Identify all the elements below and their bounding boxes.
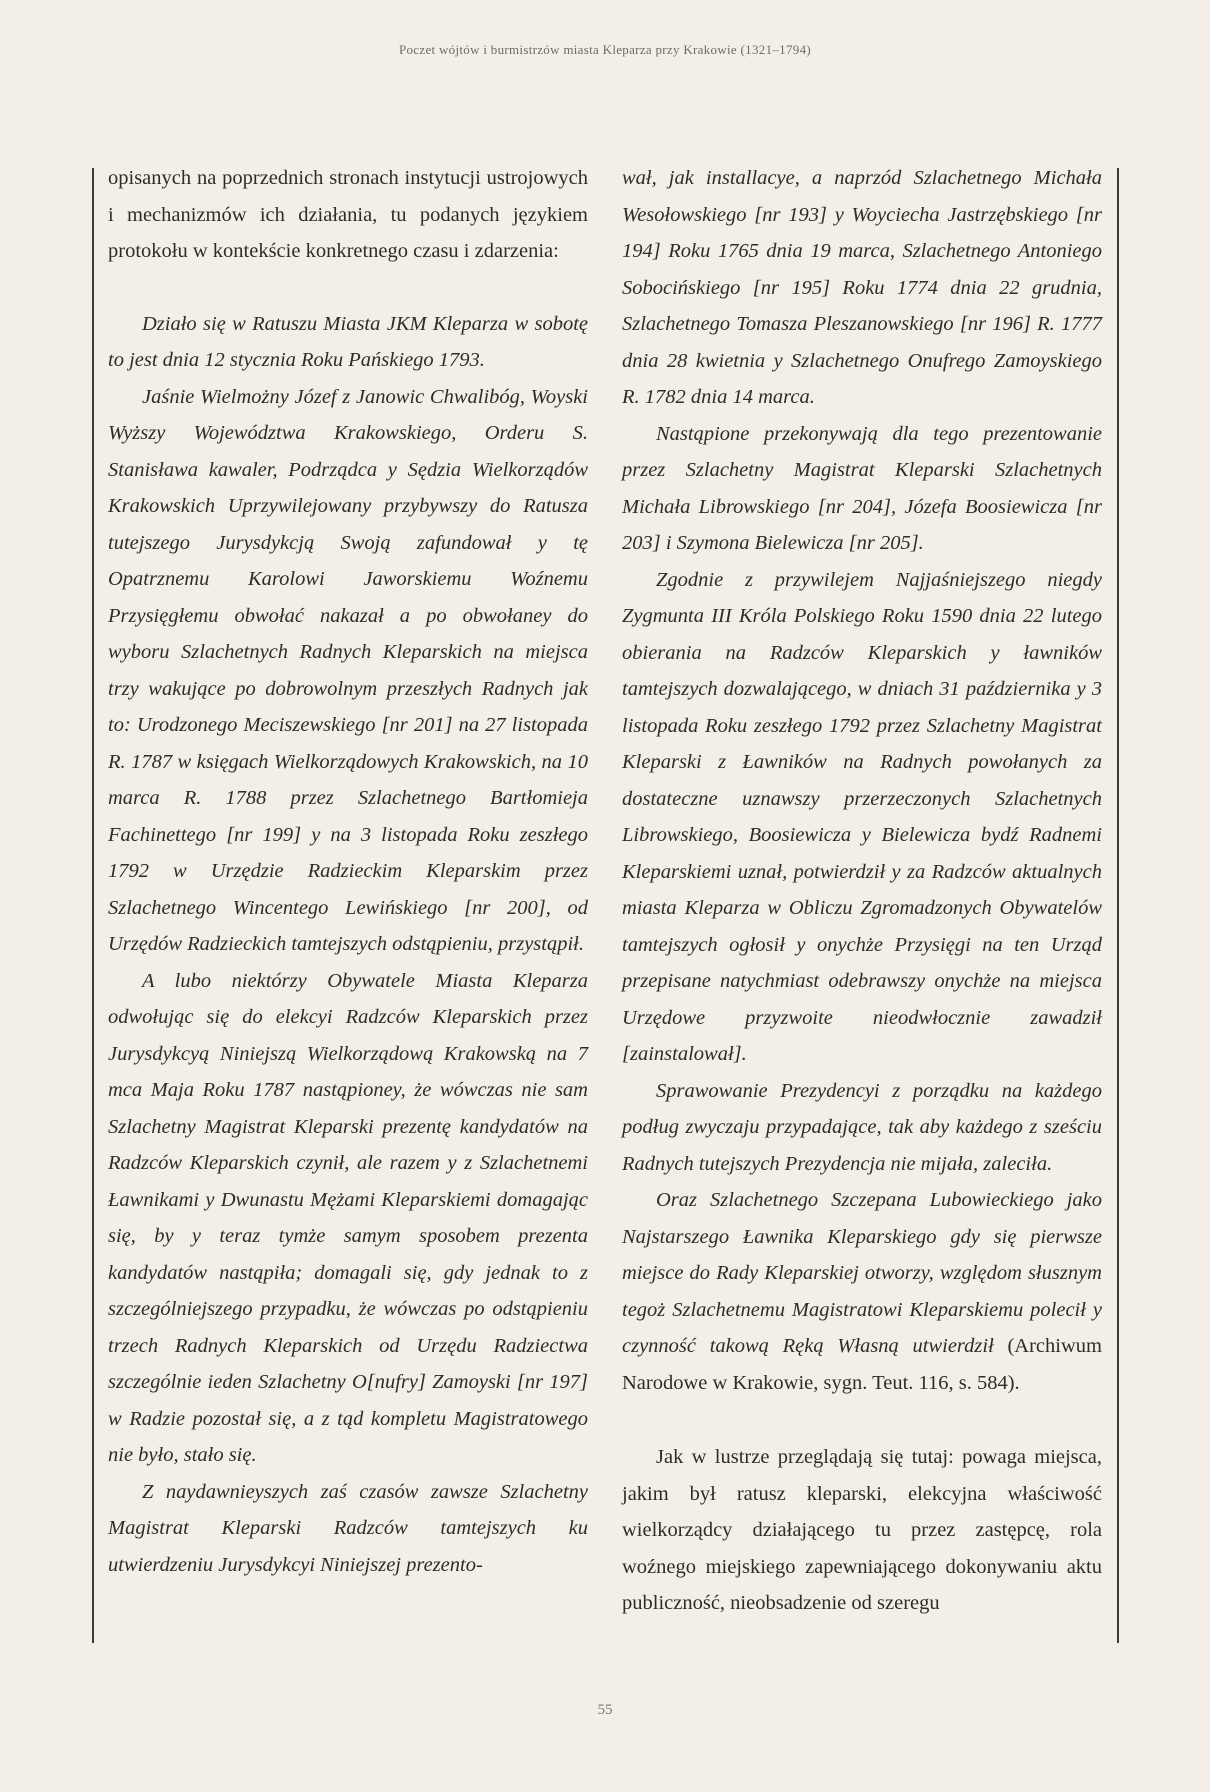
- paragraph-quote-nastapione: Nastąpione przekonywają dla tego prezentowanie przez Szlachetny Magistrat Kleparski Szlachetnych Michała Librowskiego [nr 204], Józefa Boosiewicza [nr 203] i Szymona Bielewicza [nr 205].: [622, 422, 1102, 554]
- archive-citation: (Archiwum Narodowe w Krakowie, sygn. Teut. 116, s. 584).: [622, 1335, 1102, 1394]
- paragraph-intro: opisanych na poprzednich stronach instytucji ustrojowych i mechanizmów ich działania, tu podanych językiem protokołu w kontekście konkretnego czasu i zdarzenia:: [108, 167, 588, 262]
- paragraph-quote-oraz: [622, 1182, 1102, 1401]
- right-margin-rule: [1117, 168, 1119, 1643]
- quote-oraz-text: Oraz Szlachetnego Szczepana Lubowieckiego jako Najstarszego Ławnika Kleparskiego gdy się pierwsze miejsce do Rady Kleparskiej otworzy, względom słusznym tegoż Szlachetnemu Magistratowi Kleparskiemu polecił y czynność takową Ręką Własną utwierdził: [622, 1189, 1102, 1357]
- paragraph-quote-date: Działo się w Ratuszu Miasta JKM Kleparza w sobotę to jest dnia 12 stycznia Roku Pańskiego 1793.: [108, 312, 588, 371]
- paragraph-commentary: Jak w lustrze przeglądają się tutaj: powaga miejsca, jakim był ratusz kleparski, elekcyjna właściwość wielkorządcy działającego tu przez zastępcę, rola woźnego miejskiego zapewniającego dokonywaniu aktu publiczność, nieobsadzenie od szeregu: [622, 1446, 1102, 1614]
- right-column: [622, 160, 1102, 1622]
- paragraph-quote-chwalibog: Jaśnie Wielmożny Józef z Janowic Chwalibóg, Woyski Wyższy Województwa Krakowskiego, Orderu S. Stanisława kawaler, Podrządca y Sędzia Wielkorządów Krakowskich Uprzywilejowany przybywszy do Ratusza tutejszego Jurysdykcją Swoją zafundował y tę Opatrznemu Karolowi Jaworskiemu Woźnemu Przysięgłemu obwołać nakazał a po obwołaney do wyboru Szlachetnych Radnych Kleparskich na miejsca trzy wakujące po dobrowolnym przeszłych Radnych jak to: Urodzonego Meciszewskiego [nr 201] na 27 listopada R. 1787 w księgach Wielkorządowych Krakowskich, na 10 marca R. 1788 przez Szlachetnego Bartłomieja Fachinettego [nr 199] y na 3 listopada Roku zeszłego 1792 w Urzędzie Radzieckim Kleparskim przez Szlachetnego Wincentego Lewińskiego [nr 200], od Urzędów Radzieckich tamtejszych odstąpieniu, przystąpił.: [108, 385, 588, 955]
- left-margin-rule: [92, 168, 94, 1643]
- left-column: [108, 160, 588, 1583]
- paragraph-quote-obywatele: A lubo niektórzy Obywatele Miasta Kleparza odwołując się do elekcyi Radzców Kleparskich przez Jurysdykcyą Niniejszą Wielkorządową Krakowską na 7 mca Maja Roku 1787 nastąpioney, że wówczas nie sam Szlachetny Magistrat Kleparski prezentę kandydatów na Radzców Kleparskich czynił, ale razem y z Szlachetnemi Ławnikami y Dwunastu Mężami Kleparskiemi domagając się, by y teraz tymże samym sposobem prezenta kandydatów nastąpiła; domagali się, gdy jednak to z szczególniejszego przypadku, że wówczas po odstąpieniu trzech Radnych Kleparskich od Urzędu Radziectwa szczególnie ieden Szlachetny O[nufry] Zamoyski [nr 197] w Radzie pozostał się, a z tąd kompletu Magistratowego nie było, stało się.: [108, 969, 588, 1466]
- paragraph-quote-zgodnie: Zgodnie z przywilejem Najjaśniejszego niegdy Zygmunta III Króla Polskiego Roku 1590 dnia 22 lutego obierania na Radzców Kleparskich y ławników tamtejszych dozwalającego, w dniach 31 października y 3 listopada Roku zeszłego 1792 przez Szlachetny Magistrat Kleparski z Ławników na Radnych powołanych za dostateczne uznawszy przerzeczonych Szlachetnych Librowskiego, Boosiewicza y Bielewicza bydź Radnemi Kleparskiemi uznał, potwierdził y za Radzców aktualnych miasta Kleparza w Obliczu Zgromadzonych Obywatelów tamtejszych ogłosił y onychże Przysięgi na ten Urząd przepisane natychmiast odebrawszy onychże na miejsca Urzędowe przyzwoite nieodwłocznie zawadził [zainstalował].: [622, 568, 1102, 1065]
- paragraph-quote-installacye: wał, jak installacye, a naprzód Szlachetnego Michała Wesołowskiego [nr 193] y Woyciecha Jastrzębskiego [nr 194] Roku 1765 dnia 19 marca, Szlachetnego Antoniego Sobocińskiego [nr 195] Roku 1774 dnia 22 grudnia, Szlachetnego Tomasza Pleszanowskiego [nr 196] R. 1777 dnia 28 kwietnia y Szlachetnego Onufrego Zamoyskiego R. 1782 dnia 14 marca.: [622, 167, 1102, 408]
- page-number: 55: [597, 1702, 613, 1718]
- running-title: Poczet wójtów i burmistrzów miasta Kleparza przy Krakowie (1321–1794): [398, 42, 812, 57]
- paragraph-quote-sprawowanie: Sprawowanie Prezydencyi z porządku na każdego podług zwyczaju przypadające, tak aby każdego z sześciu Radnych tutejszych Prezydencja nie mijała, zaleciła.: [622, 1079, 1102, 1175]
- paragraph-quote-naydawnieyszych: Z naydawnieyszych zaś czasów zawsze Szlachetny Magistrat Kleparski Radzców tamtejszych ku utwierdzeniu Jurysdykcyi Niniejszej prezento-: [108, 1480, 588, 1576]
